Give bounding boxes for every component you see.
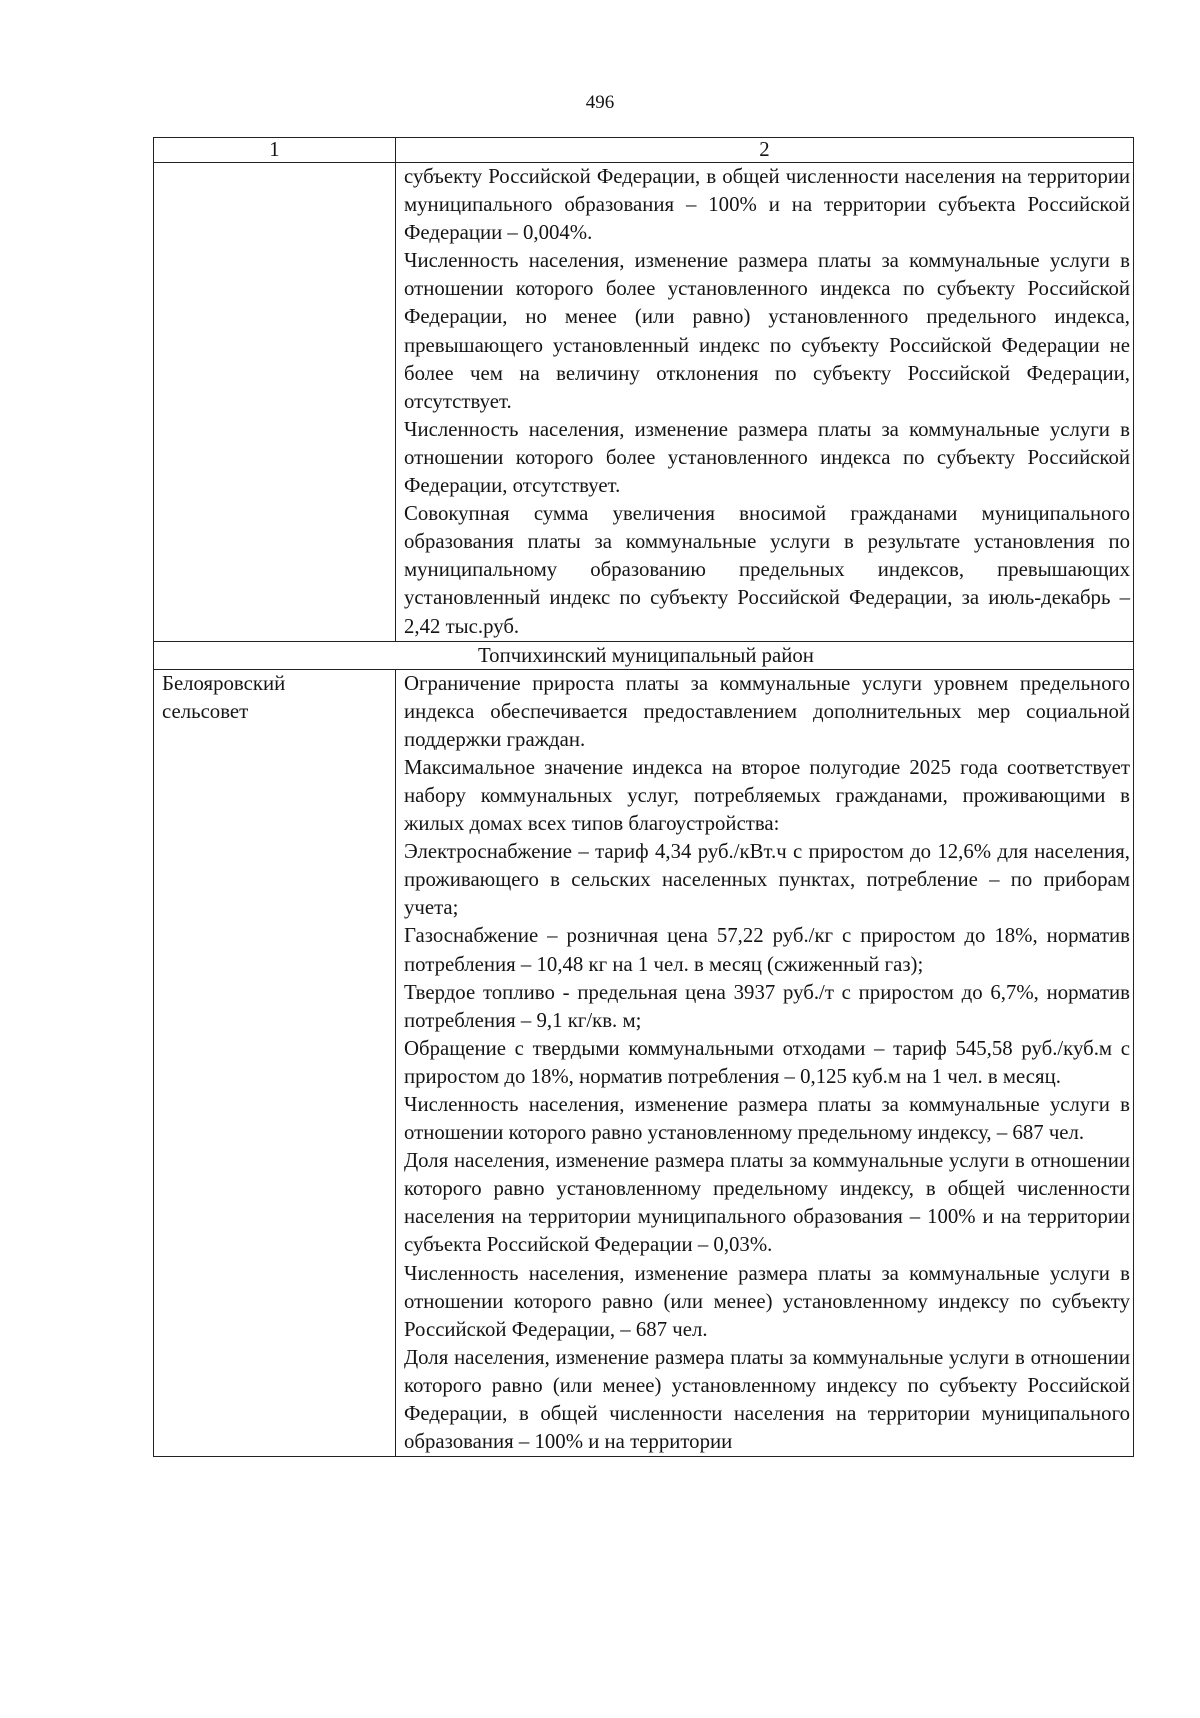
paragraph: Ограничение прироста платы за коммунальные услуги уровнем предельного индекса обеспечивается предоставлением дополнительных мер социальной поддержки граждан. [404, 671, 1130, 751]
paragraph: Численность населения, изменение размера платы за коммунальные услуги в отношении которого равно (или менее) установленному индексу по субъекту Российской Федерации, – 687 чел. [404, 1261, 1130, 1341]
paragraph: Электроснабжение – тариф 4,34 руб./кВт.ч с приростом до 12,6% для населения, проживающего в сельских населенных пунктах, потребление – по приборам учета; [404, 840, 1130, 920]
paragraph: Численность населения, изменение размера платы за коммунальные услуги в отношении которого равно установленному предельному индексу, – 687 чел. [404, 1093, 1130, 1145]
paragraph: Доля населения, изменение размера платы за коммунальные услуги в отношении которого равно установленному предельному индексу, в общей численности населения на территории муниципального образования – 100% и на территории субъекта Российской Федерации – 0,03%. [404, 1149, 1130, 1257]
column-header-1: 1 [154, 138, 396, 163]
document-table [153, 137, 1134, 1457]
municipality-name-line: Белояровский [162, 671, 286, 695]
empty-name-cell [154, 163, 396, 642]
section-title: Топчихинский муниципальный район [154, 641, 1134, 669]
description-cell [396, 669, 1134, 1457]
column-header-2: 2 [396, 138, 1134, 163]
table-header-row [154, 138, 1134, 163]
paragraph: Обращение с твердыми коммунальными отходами – тариф 545,58 руб./куб.м с приростом до 18%, норматив потребления – 0,125 куб.м на 1 чел. в месяц. [404, 1036, 1130, 1088]
page-number: 496 [585, 92, 615, 113]
paragraph: Твердое топливо - предельная цена 3937 руб./т с приростом до 6,7%, норматив потребления – 9,1 кг/кв. м; [404, 980, 1130, 1032]
paragraph: Доля населения, изменение размера платы за коммунальные услуги в отношении которого равно (или менее) установленному индексу по субъекту Российской Федерации, в общей численности населения на территории муниципального образования – 100% и на территории [404, 1345, 1130, 1454]
paragraph: Численность населения, изменение размера платы за коммунальные услуги в отношении которого более установленного индекса по субъекту Российской Федерации, но менее (или равно) установленного предельного индекса, превышающего установленный индекс по субъекту Российской Федерации не более чем на величину отклонения по субъекту Российской Федерации, отсутствует. [404, 249, 1130, 413]
municipality-name-line: сельсовет [162, 699, 249, 723]
table-row [154, 163, 1134, 642]
paragraph: Численность населения, изменение размера платы за коммунальные услуги в отношении которого более установленного индекса по субъекту Российской Федерации, отсутствует. [404, 417, 1130, 498]
municipality-name-cell [154, 669, 396, 1457]
paragraph: субъекту Российской Федерации, в общей численности населения на территории муниципального образования – 100% и на территории субъекта Российской Федерации – 0,004%. [404, 165, 1130, 245]
table-row [154, 669, 1134, 1457]
continuation-cell [396, 163, 1134, 642]
paragraph: Максимальное значение индекса на второе полугодие 2025 года соответствует набору коммунальных услуг, потребляемых гражданами, проживающими в жилых домах всех типов благоустройства: [404, 755, 1130, 836]
section-row [154, 641, 1134, 669]
paragraph: Газоснабжение – розничная цена 57,22 руб./кг с приростом до 18%, норматив потребления – 10,48 кг на 1 чел. в месяц (сжиженный газ); [404, 924, 1130, 976]
paragraph: Совокупная сумма увеличения вносимой гражданами муниципального образования платы за коммунальные услуги в результате установления по муниципальному образованию предельных индексов, превышающих установленный индекс по субъекту Российской Федерации, за июль-декабрь – 2,42 тыс.руб. [404, 502, 1130, 638]
